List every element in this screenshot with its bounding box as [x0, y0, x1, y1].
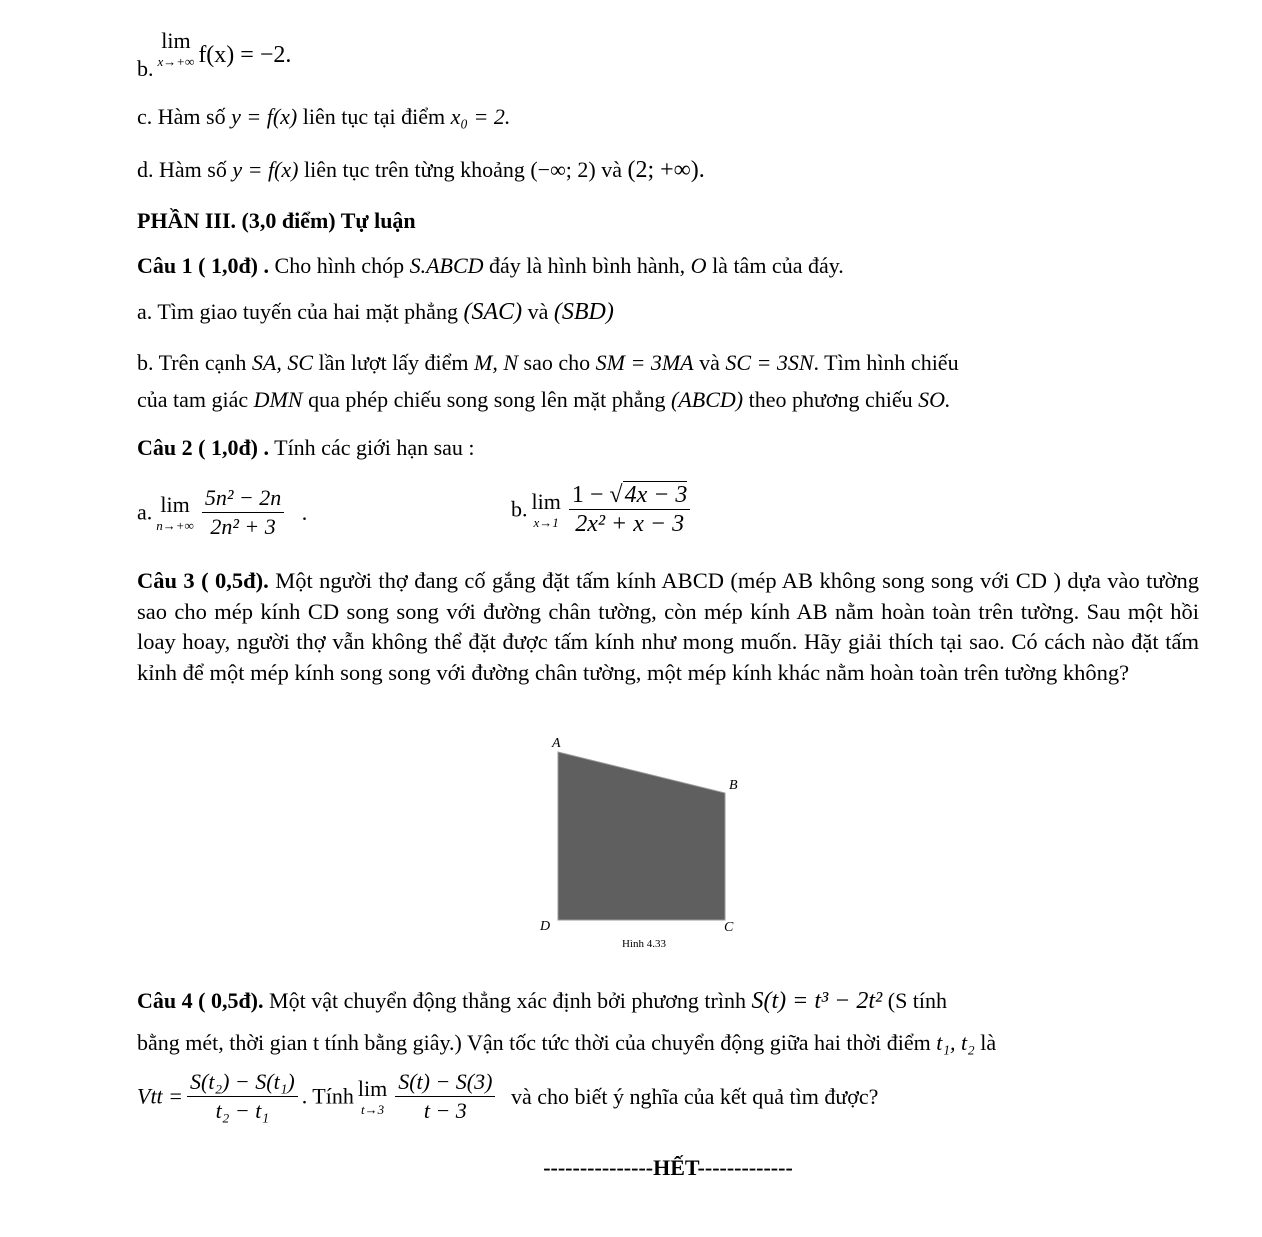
item-b-limit — [137, 30, 1199, 84]
cau4-line2: bằng mét, thời gian t tính bằng giây.) Vận tốc tức thời của chuyển động giữa hai thời điểm t₁, t₂ là — [137, 1030, 997, 1055]
section-title: PHẦN III. (3,0 điểm) Tự luận — [137, 208, 416, 233]
figure-caption: Hình 4.33 — [622, 938, 666, 950]
limit-expression: f(x) = −2. — [198, 42, 292, 68]
cau2-part-b: b. lim x→1 $\frac{1 - √4x - 3}{\text{2x² + x − 3}}$ — [511, 481, 694, 538]
limit-operator: lim x→+∞ — [157, 28, 195, 69]
cau1-part-b-line1: b. Trên cạnh SA, SC lần lượt lấy điểm M, N sao cho SM = 3MA và SC = 3SN. Tìm hình chiếu — [137, 350, 959, 375]
cau1-part-a: a. Tìm giao tuyến của hai mặt phẳng (SAC) và (SBD) — [137, 299, 614, 325]
cau3-text: Câu 3 ( 0,5đ). Một người thợ đang cố gắng đặt tấm kính ABCD (mép AB không song song với CD ) dựa vào tường sao cho mép kính CD song song với đường chân tường, còn mép kính AB nằm hoàn toàn trên tường. Sau một hồi loay hoay, người thợ vẫn không thể đặt được tấm kính như mong muốn. Hãy giải thích tại sao. Có cách nào đặt tấm kỉnh để một mép kính song song với đường chân tường, một mép kính khác nằm hoàn toàn trên tường không? — [137, 568, 1199, 685]
fraction: $\frac{1 - √4x - 3}{\text{2x² + x − 3}}$ — [569, 481, 691, 538]
limit-operator: lim n→+∞ — [156, 491, 194, 533]
cau2-intro: Câu 2 ( 1,0đ) . Tính các giới hạn sau : — [137, 435, 475, 460]
cau4-line3: Vtt = $\frac{\text{S(t₂) − S(t₁)}}{\text{t₂ − t₁}}$ . Tính lim t→3 $\frac{S(t) - S(3)}{t - 3}$ và cho biết ý nghĩa của kết quả tìm được? — [137, 1069, 879, 1123]
vertex-label-b: B — [729, 778, 738, 793]
cau1-part-b — [137, 347, 1199, 415]
item-c: c. Hàm số y = f(x) liên tục tại điểm x₀ = 2. — [137, 104, 511, 129]
vertex-label-d: D — [540, 919, 551, 934]
limit-fraction: $\frac{S(t) - S(3)}{t - 3}$ — [395, 1068, 495, 1125]
limit-operator: lim x→1 — [531, 488, 561, 530]
item-label: b. — [137, 56, 154, 81]
glass-pane-diagram — [530, 730, 750, 955]
figure-glass-pane — [530, 730, 750, 955]
velocity-fraction: $\frac{\text{S(t₂) − S(t₁)}}{\text{t₂ − t₁}}$ — [187, 1068, 298, 1125]
vertex-label-c: C — [724, 920, 734, 935]
vertex-label-a: A — [552, 736, 561, 751]
fraction: $\frac{\text{5n² − 2n}}{\text{2n² + 3}}$ — [202, 484, 284, 541]
cau1-intro: Câu 1 ( 1,0đ) . Cho hình chóp S.ABCD đáy là hình bình hành, O là tâm của đáy. — [137, 253, 844, 278]
cau4-line1: Câu 4 ( 0,5đ). Một vật chuyển động thẳng xác định bởi phương trình S(t) = t³ − 2t² (S tính — [137, 988, 948, 1014]
quadrilateral-abcd — [558, 752, 725, 920]
cau2-part-a: a. lim n→+∞ $\frac{\text{5n² − 2n}}{\text{2n² + 3}}$ . — [137, 485, 308, 539]
end-marker: ---------------HẾT------------- — [543, 1155, 793, 1180]
limit-operator: lim t→3 — [357, 1075, 388, 1117]
item-d: d. Hàm số y = f(x) liên tục trên từng khoảng (−∞; 2) và (2; +∞). — [137, 157, 705, 183]
cau1-part-b-line2: của tam giác DMN qua phép chiếu song song lên mặt phẳng (ABCD) theo phương chiếu SO. — [137, 387, 951, 412]
